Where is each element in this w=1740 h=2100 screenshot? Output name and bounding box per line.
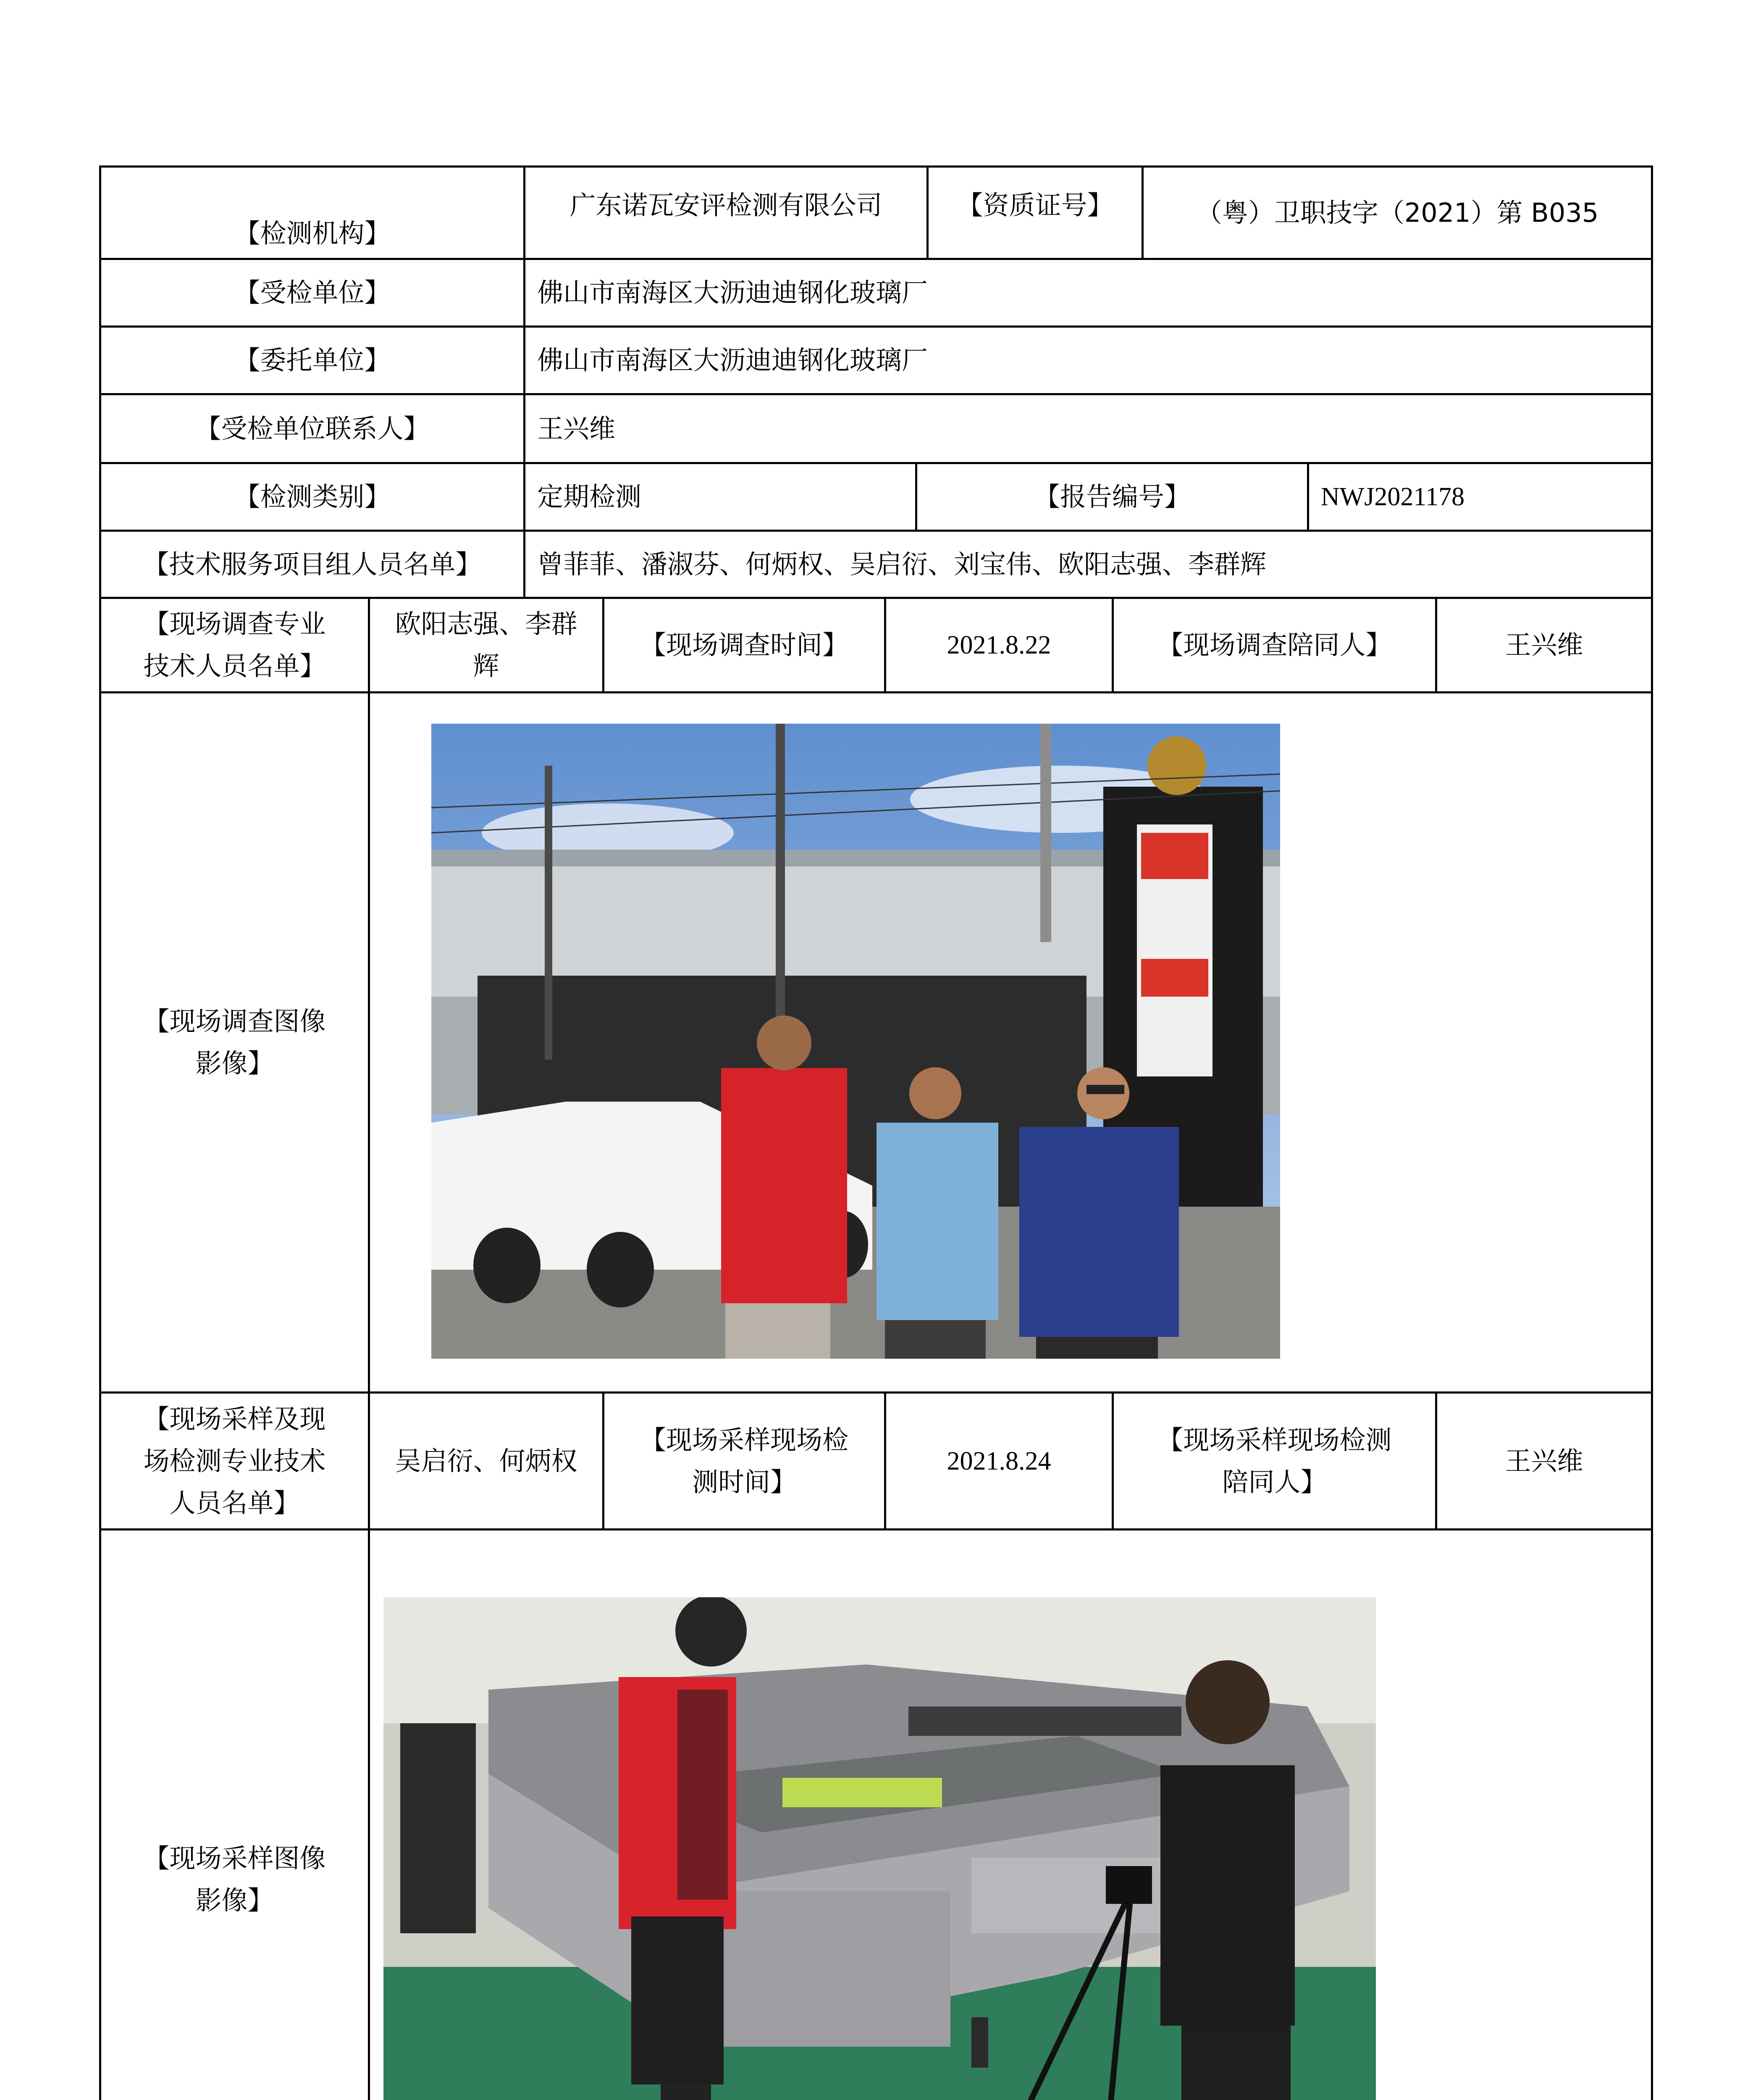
survey-image-label [101, 693, 368, 1391]
category-label: 【检测类别】 [234, 481, 391, 512]
team-label: 【技术服务项目组人员名单】 [143, 549, 482, 580]
category-value: 定期检测 [537, 481, 642, 512]
sampling-image-label-line-1: 【现场采样图像 [143, 1843, 326, 1874]
sampling-time-label [604, 1394, 884, 1528]
sampling-companion-label-line-1: 【现场采样现场检测 [1157, 1424, 1392, 1455]
sampling-staff-value: 吴启衍、何炳权 [395, 1445, 577, 1476]
client-unit-label: 【委托单位】 [234, 345, 391, 375]
cert-value: （粤）卫职技字（2021）第 B035 [1196, 197, 1599, 228]
survey-staff-value-line-2: 辉 [473, 651, 499, 681]
survey-staff-value [370, 599, 602, 691]
contact-value: 王兴维 [537, 413, 616, 444]
survey-time-value: 2021.8.22 [947, 631, 1051, 659]
survey-staff-label [101, 599, 368, 691]
report-number-label: 【报告编号】 [1034, 481, 1190, 512]
sampling-staff-label-line-1: 【现场采样及现 [143, 1403, 326, 1434]
sampling-time-value: 2021.8.24 [947, 1446, 1051, 1475]
survey-time-label: 【现场调查时间】 [640, 630, 848, 660]
col-divider [368, 597, 370, 2100]
report-number-value: NWJ2021178 [1321, 483, 1465, 511]
sampling-time-label-line-1: 【现场采样现场检 [640, 1424, 848, 1455]
cert-label: 【资质证号】 [957, 190, 1113, 220]
sampling-staff-label-line-2: 场检测专业技术 [143, 1445, 326, 1476]
sampling-staff-label [101, 1394, 368, 1528]
institution-label: 【检测机构】 [234, 218, 391, 249]
sampling-companion-label-line-2: 陪同人】 [1222, 1466, 1327, 1497]
sampling-staff-label-line-3: 人员名单】 [169, 1487, 300, 1518]
sampling-companion-label [1114, 1394, 1435, 1528]
inspected-unit-value: 佛山市南海区大沥迪迪钢化玻璃厂 [537, 277, 928, 308]
survey-companion-label: 【现场调查陪同人】 [1157, 630, 1392, 660]
survey-staff-label-line-2: 技术人员名单】 [143, 651, 326, 681]
survey-staff-value-line-1: 欧阳志强、李群 [395, 609, 577, 639]
sampling-image-label [101, 1530, 368, 2100]
survey-companion-value: 王兴维 [1505, 630, 1583, 660]
survey-staff-label-line-1: 【现场调查专业 [143, 609, 326, 639]
client-unit-value: 佛山市南海区大沥迪迪钢化玻璃厂 [537, 345, 928, 375]
sampling-companion-value: 王兴维 [1505, 1445, 1583, 1476]
sampling-photo [383, 1597, 1376, 2100]
institution-value: 广东诺瓦安评检测有限公司 [570, 190, 882, 220]
sampling-time-label-line-2: 测时间】 [692, 1466, 796, 1497]
survey-photo [431, 724, 1280, 1359]
inspected-unit-label: 【受检单位】 [234, 277, 391, 308]
survey-image-label-line-2: 影像】 [195, 1048, 274, 1079]
table-border-right [1651, 165, 1653, 2100]
sampling-image-label-line-2: 影像】 [195, 1885, 274, 1916]
contact-label: 【受检单位联系人】 [195, 413, 430, 444]
survey-image-label-line-1: 【现场调查图像 [143, 1006, 326, 1037]
team-value: 曾菲菲、潘淑芬、何炳权、吴启衍、刘宝伟、欧阳志强、李群辉 [537, 549, 1267, 580]
